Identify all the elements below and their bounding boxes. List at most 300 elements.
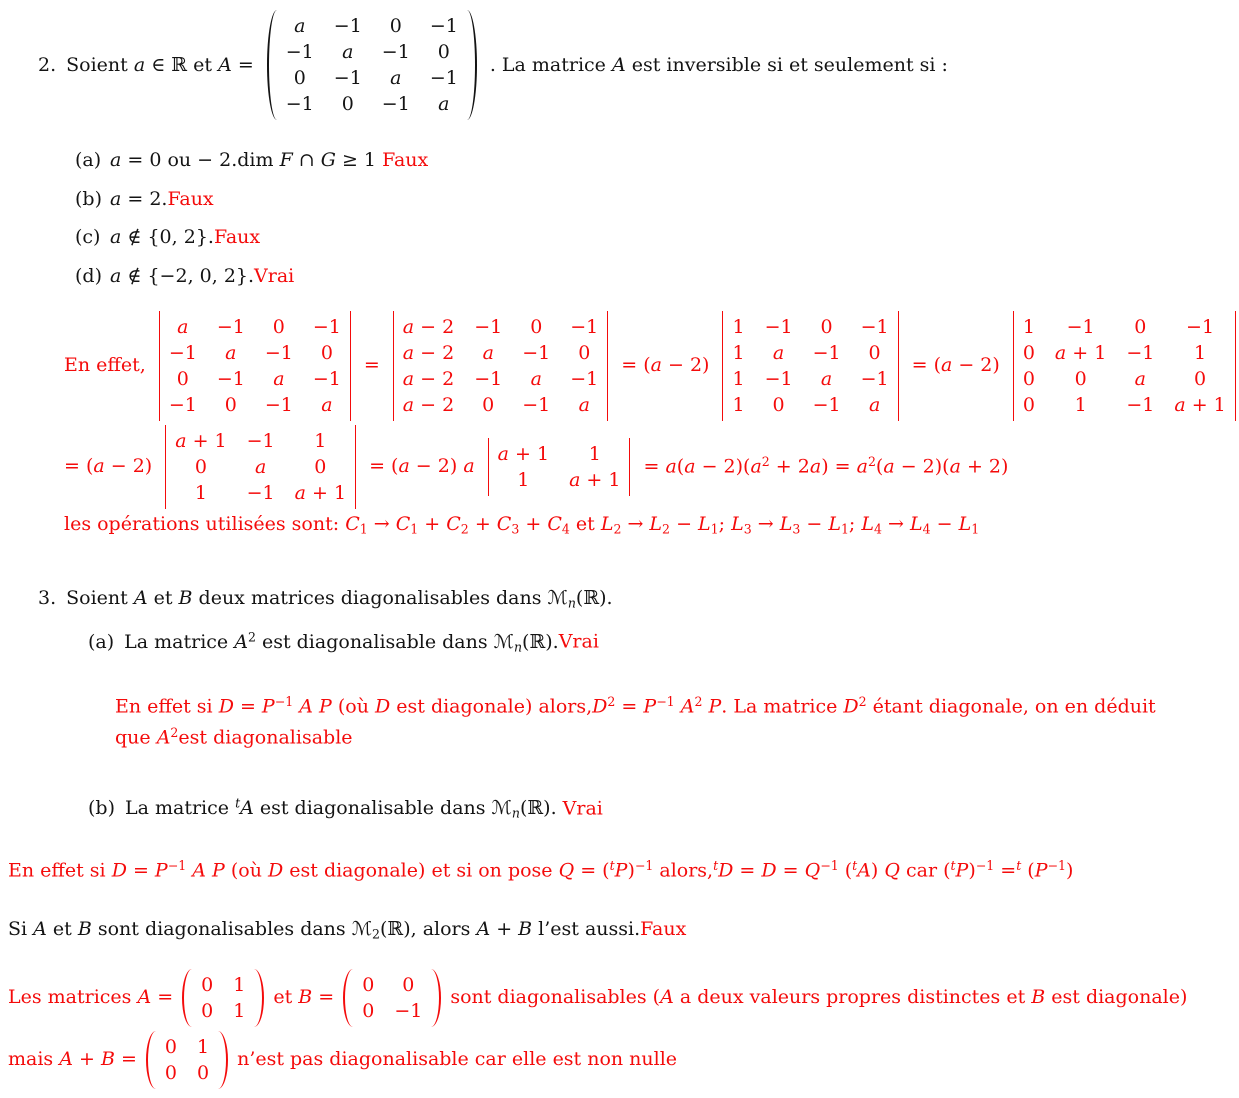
text-run: a (940, 354, 953, 377)
text-run: ; (718, 512, 732, 535)
text-run: = (126, 859, 155, 882)
matrix-cell: a − 2 (402, 315, 455, 338)
text-run: A (611, 53, 626, 76)
proof-line-1 (64, 311, 1239, 421)
text-run: et (147, 586, 179, 609)
matrix-cell: 1 (194, 481, 207, 504)
text-run: ) (627, 859, 635, 882)
text-run: ( (875, 455, 884, 478)
text-run: + (418, 512, 447, 535)
matrix-cell: 0 (1022, 341, 1035, 364)
text-run: A (156, 725, 171, 748)
matrix-cell: 1 (517, 468, 530, 491)
q2-number: 2. (38, 53, 57, 76)
right-bar (629, 438, 630, 496)
matrix-cell: −1 (333, 15, 362, 37)
text-run: = (312, 986, 335, 1009)
text-run: 2 (662, 521, 671, 537)
text-run: étant diagonale, on en déduit (866, 695, 1156, 718)
text-run: et (46, 917, 78, 940)
text-run: P (614, 859, 628, 882)
matrix-cell: −1 (381, 41, 410, 63)
text-run: 2 (607, 694, 616, 710)
matrix-cell: −1 (285, 93, 314, 115)
matrix-cell: 1 (314, 429, 327, 452)
matrix-cell: a (1134, 367, 1146, 390)
text-run: = (231, 53, 254, 76)
text-run: car ( (899, 859, 951, 882)
text-run: = (776, 859, 805, 882)
explanation-a-line2 (115, 720, 1239, 750)
matrix-cell: −1 (474, 315, 503, 338)
text-run: 1 (971, 521, 980, 537)
right-paren (254, 969, 264, 1027)
text-run: → (621, 512, 650, 535)
text-run: = (233, 695, 262, 718)
text-run: = ( (911, 354, 941, 377)
text-run: −1 (820, 858, 839, 873)
text-run: −1 (656, 694, 675, 710)
matrix-cell: 0 (320, 341, 333, 364)
text-run: l’est aussi. (532, 917, 641, 940)
text-run: − 2)( (695, 455, 751, 478)
text-run: a (398, 455, 410, 478)
matrix-cell: −1 (168, 341, 197, 364)
matrix-A-2x2 (182, 969, 264, 1027)
text-run: a (110, 226, 122, 249)
matrix-cell: 0 (1194, 367, 1207, 390)
matrix-cell: 0 (314, 455, 327, 478)
text-run: L (649, 512, 663, 535)
text-run: − (930, 512, 959, 535)
matrix-cell: a (225, 341, 237, 364)
matrix-cell: −1 (333, 67, 362, 89)
text-run: A (33, 917, 47, 940)
matrix-cell: 0 (194, 455, 207, 478)
matrix-cell: a − 2 (402, 341, 455, 364)
matrix-cell: 1 (196, 1035, 210, 1058)
text-run: −1 (975, 858, 995, 873)
document-page (0, 10, 1239, 1098)
matrix-cell: 0 (362, 999, 375, 1022)
matrix-cell: 1 (732, 367, 745, 390)
counter-mid-text (273, 985, 334, 1010)
text-run: 2 (858, 694, 867, 710)
equals-text (364, 353, 380, 378)
text-run: L (958, 512, 972, 535)
option-text (110, 188, 167, 210)
text-run: − 2) (104, 455, 153, 478)
text-run: alors, (653, 859, 714, 882)
text-run: a (110, 265, 122, 288)
verdict-badge: Vrai (562, 797, 603, 820)
matrix-cell: 0 (164, 1061, 177, 1084)
matrix-A (267, 10, 477, 120)
text-run: Q (804, 859, 821, 882)
matrix-cell: 0 (224, 393, 237, 416)
matrix-cell: 0 (272, 315, 285, 338)
text-run: P (708, 695, 722, 718)
text-run: est diagonalisable dans ℳ (255, 630, 514, 653)
matrix-cell: a − 2 (402, 393, 455, 416)
text-run: 1 (410, 521, 419, 537)
proof-lead: En effet, (64, 354, 146, 377)
q2-intro-pre (66, 53, 254, 78)
matrix-cell: −1 (570, 315, 599, 338)
text-run: a (93, 455, 105, 478)
text-run: 3 (743, 521, 752, 537)
matrix-cell: a (820, 367, 833, 390)
text-run: + (490, 917, 519, 940)
matrix-grid (394, 311, 607, 421)
text-run: B (77, 917, 92, 940)
matrix-cell: −1 (1066, 315, 1095, 338)
matrix-cell: 0 (578, 341, 591, 364)
text-run: ; (848, 512, 862, 535)
text-run: A (234, 630, 248, 653)
text-run: − (670, 512, 699, 535)
matrix-cell: −1 (264, 393, 293, 416)
text-run: est inversible si et seulement si : (625, 53, 948, 76)
text-run: + (468, 512, 497, 535)
matrix-cell: 0 (820, 315, 833, 338)
text-run: est diagonalisable dans ℳ (253, 797, 512, 820)
text-run: les opérations utilisées sont: (64, 512, 346, 535)
text-run: P (319, 695, 332, 718)
text-run: 3 (792, 521, 801, 537)
text-run: = ( (64, 455, 94, 478)
text-run: − 2)( (894, 455, 950, 478)
text-run: A (476, 917, 491, 940)
matrix-cell: 0 (1022, 393, 1035, 416)
left-paren (343, 969, 353, 1027)
matrix-cell: a (254, 455, 267, 478)
text-run: (ℝ). (575, 586, 613, 609)
q2-statement-row (38, 10, 1239, 120)
text-run: a (110, 187, 122, 210)
text-run: Soient (66, 53, 134, 76)
text-run: n (511, 805, 520, 821)
matrix-cell: a + 1 (569, 468, 621, 491)
question-2-section (0, 10, 1239, 538)
text-run: 2 (372, 926, 381, 942)
text-run: a deux valeurs propres distinctes et (673, 986, 1032, 1009)
matrix-cell: −1 (168, 393, 197, 416)
text-run: B (1031, 986, 1046, 1009)
matrix-cell: −1 (860, 315, 889, 338)
text-run: − (800, 512, 829, 535)
text-run: En effet si (115, 695, 219, 718)
matrix-cell: 0 (1074, 367, 1087, 390)
matrix-cell: −1 (812, 393, 841, 416)
determinant-6 (488, 438, 631, 496)
addition-statement (8, 918, 640, 940)
text-run: t (235, 795, 241, 811)
text-run: a (949, 455, 961, 478)
matrix-grid (156, 1031, 218, 1089)
text-run: a (750, 455, 762, 478)
right-bar (355, 425, 356, 509)
matrix-cell: −1 (764, 367, 793, 390)
matrix-cell: 1 (233, 973, 246, 996)
matrix-cell: −1 (522, 341, 551, 364)
text-run: 3 (511, 521, 520, 537)
text-run: ) (968, 859, 976, 882)
text-run: → (367, 512, 396, 535)
text-run: L (698, 512, 711, 535)
sum-line (8, 1031, 1239, 1089)
text-run: . La matrice (489, 53, 612, 76)
explanation-b (8, 858, 1239, 883)
matrix-cell: 1 (1194, 341, 1207, 364)
text-run: A (660, 986, 674, 1009)
matrix-cell: a (342, 41, 354, 63)
text-run: Les matrices (8, 986, 138, 1009)
matrix-cell: 1 (732, 341, 745, 364)
part-label: (b) (88, 797, 115, 820)
text-run: La matrice (124, 630, 235, 653)
q3-number: 3. (38, 586, 57, 609)
text-run: t (852, 858, 858, 873)
text-run: a (665, 455, 677, 478)
matrix-grid (723, 311, 897, 421)
matrix-cell: 0 (362, 973, 375, 996)
math-document (0, 10, 1239, 1089)
text-run: t (609, 858, 615, 873)
matrix-cell: 0 (530, 315, 543, 338)
matrix-cell: 1 (588, 442, 601, 465)
text-run: (ℝ). (522, 630, 559, 653)
matrix-grid (166, 425, 355, 509)
text-run: = (994, 859, 1017, 882)
q3-intro (66, 587, 612, 609)
matrix-cell: a + 1 (1174, 393, 1226, 416)
matrix-cell: a (177, 315, 189, 338)
text-run: (où (331, 695, 375, 718)
matrix-cell: −1 (429, 67, 458, 89)
text-run: ∩ (292, 149, 321, 171)
matrix-cell: 0 (176, 367, 189, 390)
text-run: A (59, 1048, 73, 1071)
text-run: + (72, 1048, 101, 1071)
text-run: − 2) (409, 455, 464, 478)
text-run: A (192, 859, 206, 882)
text-run: P (643, 695, 657, 718)
text-run: ∈ ℝ et (145, 53, 219, 76)
matrix-cell: 1 (1022, 315, 1035, 338)
text-run: C (496, 512, 512, 535)
text-run: L (600, 512, 614, 535)
question-3-section (0, 586, 1239, 1089)
matrix-cell: 0 (868, 341, 881, 364)
text-run: a (650, 354, 662, 377)
text-run: = (615, 695, 644, 718)
matrix-cell: a (868, 393, 881, 416)
text-run: L (828, 512, 841, 535)
text-run: B (178, 586, 193, 609)
matrix-cell: −1 (1126, 341, 1155, 364)
matrix-cell: −1 (1126, 393, 1155, 416)
right-bar (1235, 311, 1236, 421)
text-run: P (261, 695, 275, 718)
matrix-cell: 1 (732, 393, 745, 416)
matrix-cell: −1 (312, 315, 341, 338)
matrix-cell: 0 (164, 1035, 177, 1058)
text-run: = ( (574, 859, 610, 882)
matrix-cell: a (390, 67, 402, 89)
text-run: D (218, 695, 234, 718)
matrix-cell: −1 (860, 367, 889, 390)
text-run: En effet si (8, 859, 112, 882)
matrix-cell: −1 (394, 999, 423, 1022)
matrix-cell: −1 (246, 481, 275, 504)
text-run: t (713, 858, 719, 873)
text-run: B (518, 917, 533, 940)
text-run: 4 (874, 521, 882, 537)
text-run: L (861, 512, 874, 535)
text-run: (ℝ). (519, 797, 563, 820)
text-run: −1 (1047, 858, 1066, 873)
text-run: P (154, 859, 168, 882)
sum-post-text (237, 1047, 677, 1072)
text-run: ( (838, 859, 853, 882)
text-run: deux matrices diagonalisables dans ℳ (192, 586, 568, 609)
left-paren (146, 1031, 156, 1089)
matrix-cell: a (482, 341, 494, 364)
matrix-cell: −1 (285, 41, 314, 63)
text-run: C (345, 512, 360, 535)
text-run: A (133, 586, 148, 609)
text-run: A (680, 695, 695, 718)
matrix-cell: −1 (429, 15, 458, 37)
matrix-grid (160, 311, 350, 421)
right-bar (607, 311, 608, 421)
text-run: = (733, 859, 762, 882)
matrix-cell: a + 1 (497, 442, 550, 465)
addition-statement-line (8, 917, 1239, 943)
matrix-grid (353, 969, 431, 1027)
equals-factor-text (64, 454, 152, 479)
matrix-grid (277, 10, 467, 120)
part-label: (a) (88, 630, 115, 653)
text-run: 2 (867, 454, 876, 470)
verdict-badge: Vrai (558, 630, 599, 653)
text-run: n (513, 639, 523, 655)
text-run: C (395, 512, 411, 535)
matrix-cell: 0 (402, 973, 415, 996)
matrix-cell: −1 (474, 367, 503, 390)
text-run: D (592, 695, 608, 718)
right-bar (350, 311, 351, 421)
matrix-cell: 0 (389, 15, 402, 37)
text-run: A (240, 797, 254, 820)
text-run: C (547, 512, 562, 535)
text-run: sont diagonalisables dans ℳ (91, 917, 373, 940)
matrix-cell: 0 (201, 999, 214, 1022)
matrix-cell: a (772, 341, 785, 364)
option-label: (c) (75, 226, 101, 249)
text-run: Q (884, 859, 900, 882)
text-run: est diagonale) (1045, 986, 1188, 1009)
text-run: −1 (274, 694, 294, 710)
explanation-a-line1 (115, 689, 1239, 719)
matrix-cell: a + 1 (1054, 341, 1107, 364)
determinant-1 (159, 311, 351, 421)
text-run: D (761, 859, 777, 882)
text-run: a (463, 455, 475, 478)
text-run: D (718, 859, 734, 882)
verdict-badge: Vrai (254, 265, 295, 288)
equals-factor-text (912, 353, 1000, 378)
text-run: F (279, 149, 293, 171)
text-run: a (856, 455, 868, 478)
text-run: est diagonale) et si on pose (283, 859, 559, 882)
right-paren (431, 969, 441, 1027)
proof-line-2 (64, 425, 1239, 509)
text-run: A (218, 53, 232, 76)
sum-pre-text (8, 1047, 137, 1072)
text-run: n’est pas diagonalisable car elle est non nulle (237, 1048, 678, 1071)
text-run: t (950, 858, 956, 873)
text-run: (où (224, 859, 268, 882)
result-text (643, 454, 1008, 479)
text-run: sont diagonalisables ( (450, 986, 661, 1009)
text-run: − 2) (661, 354, 710, 377)
q3-statement-row (38, 586, 1239, 612)
text-run: t (1016, 858, 1022, 873)
right-paren (467, 10, 477, 120)
text-run: que (115, 725, 157, 748)
text-run: 2 (694, 694, 703, 710)
matrix-grid (489, 438, 630, 496)
right-paren (218, 1031, 228, 1089)
text-run: B (298, 986, 313, 1009)
matrix-cell: a + 1 (175, 429, 227, 452)
text-run: L (731, 512, 744, 535)
option-row-d (75, 264, 1239, 289)
matrix-grid (1014, 311, 1235, 421)
text-run: = (363, 354, 380, 377)
matrix-cell: −1 (216, 315, 245, 338)
text-run: a (809, 455, 822, 478)
text-run: 2 (761, 454, 770, 470)
matrix-cell: 0 (482, 393, 495, 416)
verdict-badge: Faux (167, 187, 214, 210)
counter-post-text (450, 985, 1187, 1010)
matrix-cell: a (294, 15, 306, 37)
text-run: A (137, 986, 152, 1009)
text-run: = 0 ou − 2.dim (121, 149, 280, 171)
matrix-cell: −1 (246, 429, 275, 452)
text-run: D (111, 859, 127, 882)
proof-block (64, 311, 1239, 538)
matrix-cell: 0 (1022, 367, 1035, 390)
text-run: 1 (359, 521, 368, 537)
right-bar (898, 311, 899, 421)
part-row-a (88, 629, 1239, 655)
option-text (110, 226, 214, 248)
text-run: . La matrice (721, 695, 844, 718)
text-run: ) = (821, 455, 857, 478)
text-run: est diagonale) alors, (390, 695, 593, 718)
text-run: L (909, 512, 923, 535)
counter-pre-text (8, 985, 173, 1010)
text-run: P (212, 859, 225, 882)
matrix-cell: −1 (216, 367, 245, 390)
text-run: 4 (561, 521, 570, 537)
text-run: 2 (170, 724, 179, 740)
matrix-cell: 0 (196, 1061, 210, 1084)
